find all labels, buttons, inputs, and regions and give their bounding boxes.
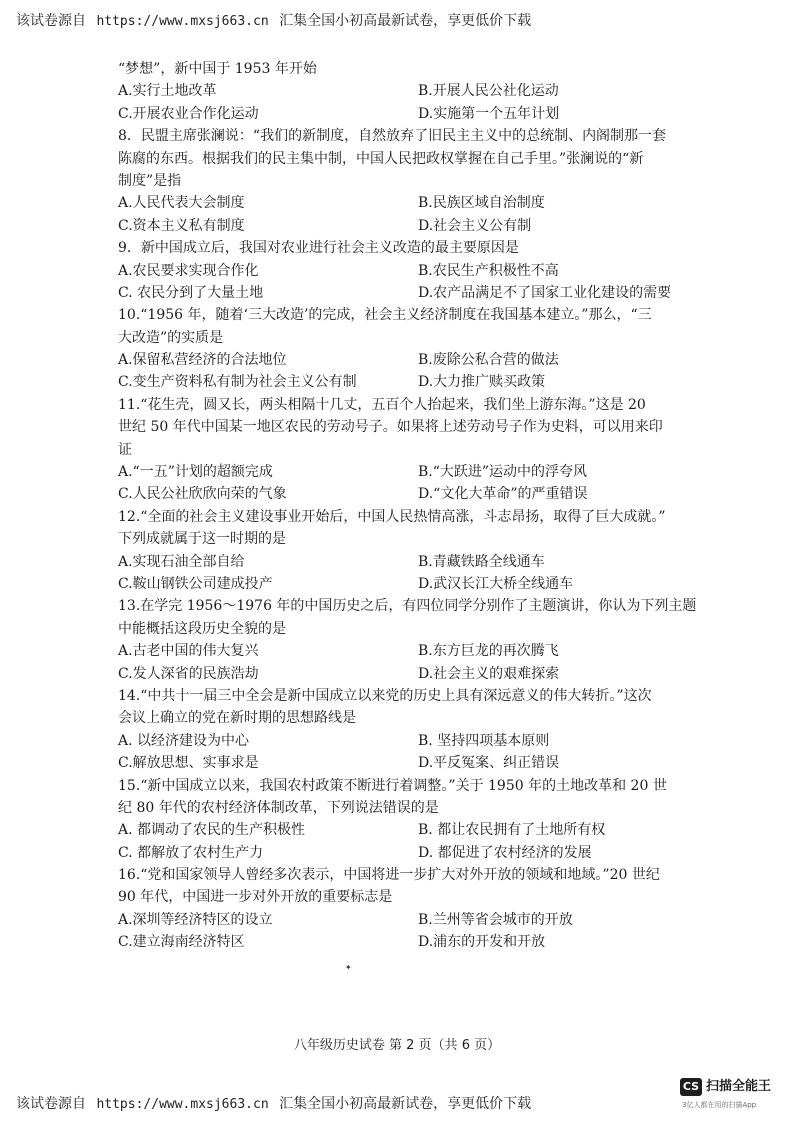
page-footer: 八年级历史试卷 第 2 页（共 6 页） <box>293 1038 501 1053</box>
question-stem-line: 10.“1956 年，随着‘三大改造’的完成，社会主义经济制度在我国基本建立。”那么，“三 <box>118 307 652 324</box>
answer-option: D.平反冤案、纠正错误 <box>418 755 560 772</box>
option-row <box>118 461 738 483</box>
answer-option: B.青藏铁路全线通车 <box>418 553 545 570</box>
option-row <box>118 103 738 125</box>
option-row <box>118 573 738 595</box>
question-stem-line: 中能概括这段历史全貌的是 <box>118 620 286 637</box>
question-stem-line: 12.“全面的社会主义建设事业开始后，中国人民热情高涨，斗志昂扬，取得了巨大成就。” <box>118 508 666 525</box>
question-stem-line: 纪 80 年代的农村经济体制改革，下列说法错误的是 <box>118 799 439 816</box>
answer-option: B.兰州等省会城市的开放 <box>418 911 573 928</box>
option-row <box>118 551 738 573</box>
camscanner-name: 扫描全能王 <box>706 1079 772 1094</box>
question-stem-line: 下列成就属于这一时期的是 <box>118 531 286 548</box>
answer-option: D.大力推广赎买政策 <box>418 374 546 391</box>
answer-option: D.“文化大革命”的严重错误 <box>418 486 588 503</box>
question-block <box>118 125 738 237</box>
question-stem-line: 13.在学完 1956～1976 年的中国历史之后，有四位同学分别作了主题演讲，你认为下列主题 <box>118 598 697 615</box>
answer-option: B.民族区域自治制度 <box>418 195 545 212</box>
option-row <box>118 80 738 102</box>
question-stem-line: 世纪 50 年代中国某一地区农民的劳动号子。如果将上述劳动号子作为史料，可以用来印 <box>118 419 663 436</box>
option-row <box>118 215 738 237</box>
answer-option: C.发人深省的民族浩劫 <box>118 665 259 682</box>
answer-option: C.人民公社欣欣向荣的气象 <box>118 486 287 503</box>
answer-option: C. 农民分到了大量土地 <box>118 284 264 301</box>
question-block <box>118 394 738 506</box>
question-stem-line: “梦想”，新中国于 1953 年开始 <box>118 61 317 77</box>
answer-option: D. 都促进了农村经济的发展 <box>418 844 592 861</box>
answer-option: C.开展农业合作化运动 <box>118 105 259 122</box>
question-block <box>118 775 738 865</box>
question-block <box>118 304 738 394</box>
question-block <box>118 237 738 304</box>
answer-option: D.社会主义公有制 <box>418 217 532 234</box>
banner-url-link[interactable]: https://www.mxsj663.cn <box>96 1097 269 1112</box>
question-block <box>118 506 738 596</box>
question-stem-line: 制度”是指 <box>118 172 182 189</box>
answer-option: C. 都解放了农村生产力 <box>118 844 264 861</box>
answer-option: B. 坚持四项基本原则 <box>418 732 550 749</box>
answer-option: A.深圳等经济特区的设立 <box>118 911 273 928</box>
option-row <box>118 819 738 841</box>
answer-option: B.农民生产积极性不高 <box>418 262 559 279</box>
option-row <box>118 260 738 282</box>
option-row <box>118 282 738 304</box>
answer-option: B.废除公私合营的做法 <box>418 352 559 369</box>
banner-prefix: 该试卷源自 <box>16 13 86 29</box>
question-stem-line: 90 年代，中国进一步对外开放的重要标志是 <box>118 889 393 906</box>
option-row <box>118 931 738 953</box>
question-stem-line: 8．民盟主席张澜说：“我们的新制度，自然放弃了旧民主主义中的总统制、内阁制那一套 <box>118 128 667 145</box>
question-stem-line: 11.“花生壳，圆又长，两头相隔十几丈，五百个人抬起来，我们坐上游东海。”这是 20 <box>118 396 646 413</box>
answer-option: D.社会主义的艰难探索 <box>418 665 560 682</box>
answer-option: A.“一五”计划的超额完成 <box>118 464 273 481</box>
option-row <box>118 371 738 393</box>
answer-option: A.保留私营经济的合法地位 <box>118 352 287 369</box>
question-block <box>118 864 738 954</box>
answer-option: A. 都调动了农民的生产积极性 <box>118 822 306 839</box>
question-stem-line: 9．新中国成立后，我国对农业进行社会主义改造的最主要原因是 <box>118 240 519 257</box>
top-source-banner <box>16 10 531 30</box>
scan-speck-icon: ✦ <box>345 963 352 972</box>
answer-option: A. 以经济建设为中心 <box>118 732 250 749</box>
question-block <box>118 58 738 125</box>
answer-option: A.农民要求实现合作化 <box>118 262 259 279</box>
option-row <box>118 909 738 931</box>
option-row <box>118 192 738 214</box>
bottom-source-banner <box>16 1093 531 1113</box>
answer-option: A.实现石油全部自给 <box>118 553 245 570</box>
answer-option: B. 都让农民拥有了土地所有权 <box>418 822 606 839</box>
question-stem-line: 16.“党和国家领导人曾经多次表示，中国将进一步扩大对外开放的领域和地域。”20 世纪 <box>118 867 660 884</box>
banner-url-link[interactable]: https://www.mxsj663.cn <box>96 14 269 29</box>
exam-content <box>118 58 738 954</box>
answer-option: C.建立海南经济特区 <box>118 934 245 951</box>
answer-option: D.实施第一个五年计划 <box>418 105 560 122</box>
answer-option: B.东方巨龙的再次腾飞 <box>418 643 559 660</box>
question-stem-line: 14.“中共十一届三中全会是新中国成立以来党的历史上具有深远意义的伟大转折。”这次 <box>118 687 652 704</box>
camscanner-logo-icon: CS <box>680 1078 702 1096</box>
banner-suffix: 汇集全国小初高最新试卷，享更低价下载 <box>279 1096 532 1112</box>
option-row <box>118 752 738 774</box>
option-row <box>118 730 738 752</box>
option-row <box>118 640 738 662</box>
question-block <box>118 595 738 685</box>
answer-option: B.开展人民公社化运动 <box>418 83 559 100</box>
answer-option: D.农产品满足不了国家工业化建设的需要 <box>418 284 672 301</box>
banner-prefix: 该试卷源自 <box>16 1096 86 1112</box>
question-block <box>118 685 738 775</box>
answer-option: C.鞍山钢铁公司建成投产 <box>118 575 273 592</box>
camscanner-tagline: 3亿人都在用的扫描App <box>682 1101 757 1109</box>
answer-option: D.武汉长江大桥全线通车 <box>418 575 574 592</box>
question-stem-line: 会议上确立的党在新时期的思想路线是 <box>118 710 356 727</box>
option-row <box>118 483 738 505</box>
answer-option: B.“大跃进”运动中的浮夸风 <box>418 464 588 481</box>
option-row <box>118 842 738 864</box>
camscanner-watermark <box>680 1078 790 1118</box>
answer-option: C.资本主义私有制度 <box>118 217 245 234</box>
answer-option: A.古老中国的伟大复兴 <box>118 643 259 660</box>
option-row <box>118 663 738 685</box>
answer-option: A.实行土地改革 <box>118 83 217 100</box>
banner-suffix: 汇集全国小初高最新试卷，享更低价下载 <box>279 13 532 29</box>
option-row <box>118 349 738 371</box>
answer-option: D.浦东的开发和开放 <box>418 934 546 951</box>
question-stem-line: 证 <box>118 441 132 458</box>
answer-option: C.变生产资料私有制为社会主义公有制 <box>118 374 357 391</box>
question-stem-line: 陈腐的东西。根据我们的民主集中制，中国人民把政权掌握在自己手里。”张澜说的“新 <box>118 150 644 167</box>
question-stem-line: 15.“新中国成立以来，我国农村政策不断进行着调整。”关于 1950 年的土地改革和 20 世 <box>118 777 667 794</box>
answer-option: C.解放思想、实事求是 <box>118 755 259 772</box>
answer-option: A.人民代表大会制度 <box>118 195 245 212</box>
question-stem-line: 大改造”的实质是 <box>118 329 224 346</box>
